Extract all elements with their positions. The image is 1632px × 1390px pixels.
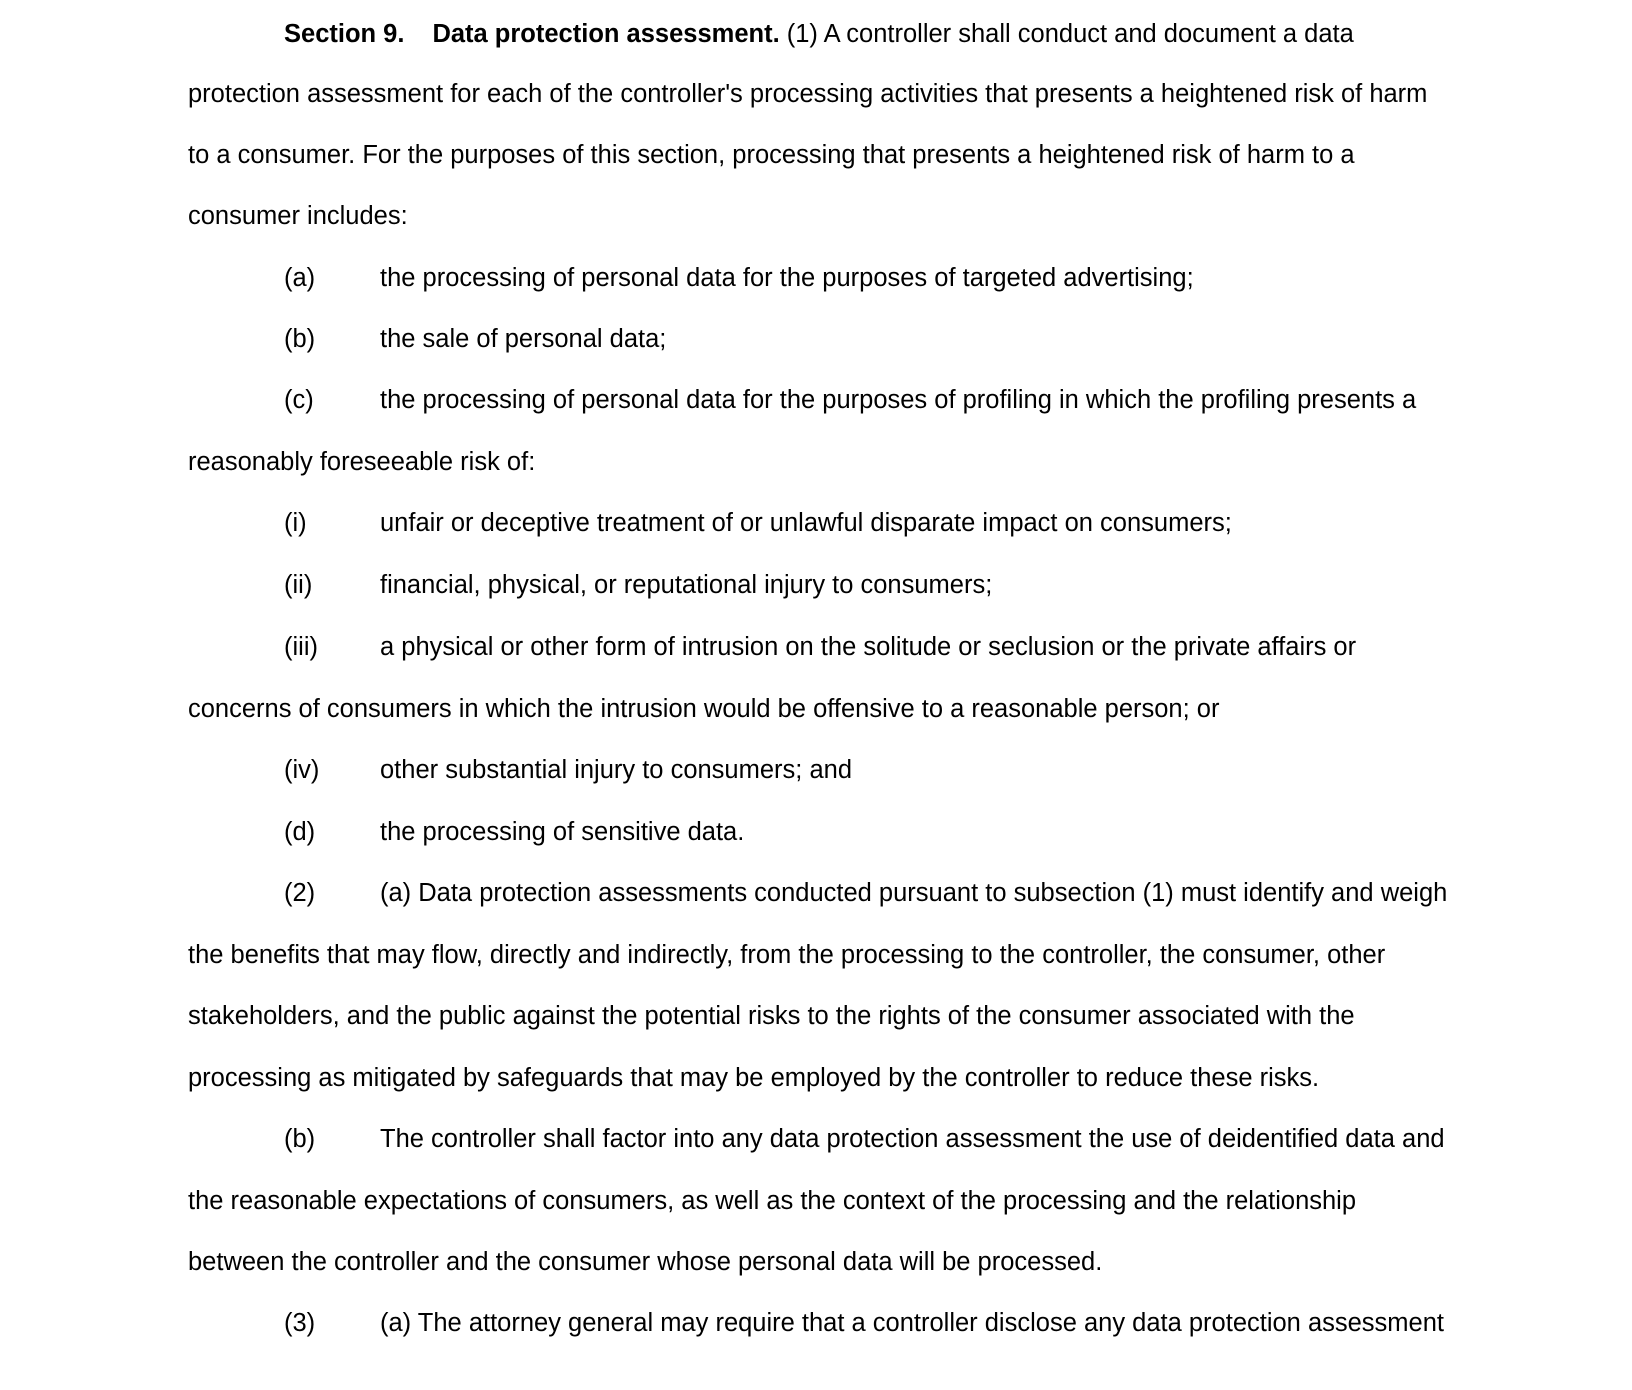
list-item-text: unfair or deceptive treatment of or unlawful disparate impact on consumers;	[380, 509, 1232, 537]
list-item-text: the processing of sensitive data.	[380, 818, 745, 846]
paragraph-marker: (2)	[284, 879, 316, 907]
paragraph-marker: (3)	[284, 1309, 316, 1337]
list-item-text: the processing of personal data for the purposes of targeted advertising;	[380, 264, 1194, 292]
section-intro-line: to a consumer. For the purposes of this section, processing that presents a heightened risk of harm to a	[188, 141, 1355, 169]
paragraph-text: The controller shall factor into any data protection assessment the use of deidentified data and	[380, 1125, 1445, 1153]
list-marker: (d)	[284, 818, 316, 846]
list-marker: (ii)	[284, 571, 313, 599]
paragraph-line: between the controller and the consumer whose personal data will be processed.	[188, 1248, 1103, 1276]
list-marker: (i)	[284, 509, 307, 537]
section-label: Section 9.	[284, 20, 405, 48]
list-item-text: the sale of personal data;	[380, 325, 667, 353]
paragraph-line: the reasonable expectations of consumers, as well as the context of the processing and the relationship	[188, 1187, 1357, 1215]
list-item-continuation: reasonably foreseeable risk of:	[188, 448, 536, 476]
list-item-continuation: concerns of consumers in which the intrusion would be offensive to a reasonable person; or	[188, 695, 1220, 723]
paragraph-line: processing as mitigated by safeguards that may be employed by the controller to reduce these risks.	[188, 1064, 1320, 1092]
paragraph-marker: (b)	[284, 1125, 316, 1153]
paragraph-text: (a) The attorney general may require that a controller disclose any data protection assessment	[380, 1309, 1445, 1337]
section-title: Data protection assessment.	[432, 20, 780, 48]
list-marker: (a)	[284, 264, 316, 292]
list-marker: (iv)	[284, 756, 320, 784]
list-marker: (c)	[284, 386, 314, 414]
section-intro-line: protection assessment for each of the controller's processing activities that presents a heightened risk of harm	[188, 80, 1428, 108]
paragraph-line: stakeholders, and the public against the potential risks to the rights of the consumer associated with the	[188, 1002, 1355, 1030]
list-item-text: the processing of personal data for the purposes of profiling in which the profiling presents a	[380, 386, 1417, 414]
paragraph-text: (a) Data protection assessments conducted pursuant to subsection (1) must identify and weigh	[380, 879, 1448, 907]
list-marker: (iii)	[284, 633, 318, 661]
list-item-text: other substantial injury to consumers; and	[380, 756, 852, 784]
list-item-text: a physical or other form of intrusion on the solitude or seclusion or the private affairs or	[380, 633, 1357, 661]
list-item-text: financial, physical, or reputational injury to consumers;	[380, 571, 993, 599]
section-heading-line	[284, 18, 1354, 50]
section-intro-line: consumer includes:	[188, 202, 408, 230]
list-marker: (b)	[284, 325, 316, 353]
section-intro-first: (1) A controller shall conduct and document a data	[786, 20, 1354, 48]
paragraph-line: the benefits that may flow, directly and indirectly, from the processing to the controller, the consumer, other	[188, 941, 1386, 969]
